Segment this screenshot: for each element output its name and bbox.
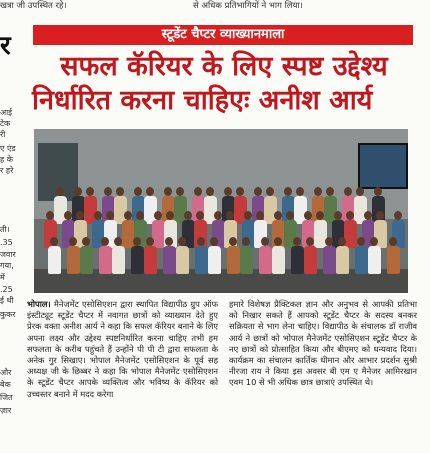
- photo-person-body: [144, 246, 157, 274]
- photo-person-body: [336, 246, 349, 274]
- adjacent-text-fragment: ज़ार: [0, 406, 12, 415]
- photo-person-head: [184, 211, 192, 220]
- photo-person-head: [296, 187, 304, 196]
- photo-person-head: [116, 187, 124, 196]
- photo-person-head: [314, 187, 322, 196]
- adjacent-text-fragment: री: [0, 130, 6, 139]
- photo-person-body: [48, 246, 61, 274]
- adjacent-column: [0, 22, 24, 453]
- photo-person-head: [196, 211, 204, 220]
- photo-person-head: [346, 211, 354, 220]
- photo-person-head: [133, 237, 141, 246]
- prev-article-fragment: खत्रा जी उपस्थित रहे।: [0, 1, 67, 11]
- photo-person-head: [242, 237, 250, 246]
- photo-person-head: [274, 211, 282, 220]
- photo-person-head: [356, 187, 364, 196]
- photo-person-body: [112, 246, 125, 274]
- photo-person-head: [214, 211, 222, 220]
- group-photo: [34, 129, 408, 293]
- photo-screen: [358, 143, 408, 189]
- photo-person-head: [164, 187, 172, 196]
- adjacent-text-fragment: में: [0, 273, 5, 282]
- photo-person-body: [227, 246, 240, 274]
- photo-person-head: [50, 237, 58, 246]
- photo-person-body: [240, 246, 253, 274]
- photo-person-head: [370, 237, 378, 246]
- prev-article-fragment-right: से अधिक प्रतिभागियों ने भाग लिया।: [193, 1, 303, 11]
- adjacent-text-fragment: .25: [0, 285, 13, 294]
- photo-person-head: [338, 237, 346, 246]
- photo-person-head: [146, 237, 154, 246]
- photo-person-body: [291, 246, 304, 274]
- photo-person-head: [274, 237, 282, 246]
- photo-person-body: [176, 246, 189, 274]
- photo-person-head: [104, 187, 112, 196]
- headline-line-1: सफल कॅरियर के लिए स्पष्ट उद्देश्य: [60, 51, 388, 82]
- photo-person-head: [136, 211, 144, 220]
- photo-person-head: [178, 237, 186, 246]
- photo-person-head: [154, 211, 162, 220]
- photo-person-body: [131, 246, 144, 274]
- photo-person-head: [344, 187, 352, 196]
- photo-person-head: [376, 211, 384, 220]
- photo-person-body: [163, 246, 176, 274]
- headline: [32, 50, 416, 118]
- photo-person-body: [99, 246, 112, 274]
- photo-person-head: [74, 187, 82, 196]
- photo-person-head: [334, 211, 342, 220]
- photo-person-head: [76, 211, 84, 220]
- photo-person-head: [82, 237, 90, 246]
- adjacent-text-fragment: जित: [0, 393, 13, 402]
- photo-person-body: [195, 246, 208, 274]
- photo-person-head: [236, 187, 244, 196]
- photo-person-head: [266, 187, 274, 196]
- photo-person-body: [387, 246, 400, 274]
- adjacent-text-fragment: ए एंड: [0, 144, 16, 153]
- photo-person-head: [293, 237, 301, 246]
- photo-person-head: [106, 211, 114, 220]
- photo-person-head: [284, 187, 292, 196]
- photo-person-head: [197, 237, 205, 246]
- photo-person-head: [286, 211, 294, 220]
- photo-person-head: [46, 211, 54, 220]
- photo-person-head: [244, 211, 252, 220]
- photo-person-head: [224, 187, 232, 196]
- adjacent-text-fragment: आई: [0, 108, 13, 117]
- photo-person-head: [124, 211, 132, 220]
- photo-person-head: [101, 237, 109, 246]
- photo-person-head: [374, 187, 382, 196]
- article-body-left: मैनेजमेंट एसोसिएशन द्वारा स्थापित विद्यापीठ ग्रुप ऑफ इंस्टीट्यूट स्टूडेंट चैप्टर में नवागत छात्रों को व्याख्यान देते हुए प्रेरक वक्ता अनीश आर्य ने कहा कि सफल कॅरियर बनाने के लिए अपना लक्ष्य और उद्देश्य स्पष्टनिर्धारित करना चाहिए तभी हम सफलता के करीब पहुंचते हैं उन्होंने पी पी टी द्वारा सफलता के अनेक गुर सिखाए। भोपाल मैनेजमेंट एसोसिएशन के पूर्व सह अध्यक्ष जी के छिब्बर ने कहा कि भोपाल मैनेजमेंट एसोसिएशन के स्टूडेंट चैप्टर आपके व्यक्तित्व और भविष्य के कॅरियर को उच्चस्तर बनाने में मदद करेगा: [27, 299, 219, 399]
- adjacent-text-fragment: बेक: [0, 380, 11, 389]
- adjacent-headline-fragment: र: [0, 31, 11, 61]
- adjacent-text-fragment: गया,: [0, 261, 14, 270]
- photo-person-head: [64, 211, 72, 220]
- photo-person-head: [394, 211, 402, 220]
- photo-person-head: [254, 187, 262, 196]
- photo-person-head: [325, 237, 333, 246]
- photo-person-head: [94, 211, 102, 220]
- photo-person-head: [206, 187, 214, 196]
- banner-text: स्टूडेंट चैप्टर व्याख्यानमाला: [161, 27, 285, 42]
- article-column-right: [229, 299, 417, 389]
- top-strip: [0, 0, 430, 20]
- section-banner: [33, 25, 413, 45]
- adjacent-text-fragment: ती।: [0, 225, 10, 234]
- photo-person-head: [176, 187, 184, 196]
- photo-person-head: [229, 237, 237, 246]
- adjacent-text-fragment: और: [0, 368, 12, 377]
- adjacent-text-fragment: र हरे: [0, 166, 14, 175]
- photo-person-head: [256, 211, 264, 220]
- photo-person-head: [56, 187, 64, 196]
- photo-person-head: [364, 211, 372, 220]
- photo-person-body: [272, 246, 285, 274]
- adjacent-text-fragment: ह के: [0, 155, 13, 164]
- photo-person-head: [165, 237, 173, 246]
- photo-person-body: [368, 246, 381, 274]
- photo-person-head: [357, 237, 365, 246]
- article-column-left: [27, 299, 218, 400]
- photo-person-body: [67, 246, 80, 274]
- photo-person-head: [146, 187, 154, 196]
- photo-person-head: [306, 237, 314, 246]
- photo-person-body: [80, 246, 93, 274]
- adjacent-text-fragment: टेक: [0, 119, 11, 128]
- photo-person-head: [86, 187, 94, 196]
- photo-person-head: [210, 237, 218, 246]
- adjacent-text-fragment: जवार: [0, 250, 16, 259]
- photo-person-head: [134, 187, 142, 196]
- photo-person-head: [316, 211, 324, 220]
- adjacent-text-fragment: .35: [0, 238, 13, 247]
- photo-person-head: [194, 187, 202, 196]
- headline-line-2: निर्धारित करना चाहिएः अनीश आर्य: [32, 85, 373, 116]
- photo-person-head: [261, 237, 269, 246]
- adjacent-text-fragment: ई थी: [0, 296, 14, 305]
- photo-person-head: [69, 237, 77, 246]
- photo-person-body: [355, 246, 368, 274]
- photo-person-head: [326, 187, 334, 196]
- photo-person-body: [259, 246, 272, 274]
- photo-person-head: [304, 211, 312, 220]
- photo-person-body: [323, 246, 336, 274]
- photo-person-body: [208, 246, 221, 274]
- article-body-right: हमारे विशेषज्ञ प्रैक्टिकल ज्ञान और अनुभव से आपकी प्रतिभा को निखार सकते हैं आपको स्टूडेंट चैप्टर के सदस्य बनकर सक्रियता से भाग लेना चाहिए। विद्यापीठ के संचालक डॉ राजीव आर्य ने छात्रों को भोपाल मैनेजमेंट एसोसिएशन स्टूडेंट चैप्टर के नए छात्रों को प्रोत्साहित किया और बीएमए को धन्यवाद दिया। कार्यक्रम का संचालन कार्तिक धीमान और आभार प्रदर्शन सुश्री नीरजा राय ने किया इस अवसर बी एम ए मैनेजर आमिरखान एवम 10 से भी अधिक छात्र छात्राएं उपस्थित थे।: [229, 299, 417, 388]
- photo-person-head: [166, 211, 174, 220]
- photo-person-head: [226, 211, 234, 220]
- photo-person-head: [389, 237, 397, 246]
- photo-person-body: [344, 220, 357, 248]
- photo-person-head: [114, 237, 122, 246]
- photo-person-body: [304, 246, 317, 274]
- adjacent-text-fragment: कुकर: [0, 310, 16, 319]
- dateline: भोपाल।: [27, 299, 51, 309]
